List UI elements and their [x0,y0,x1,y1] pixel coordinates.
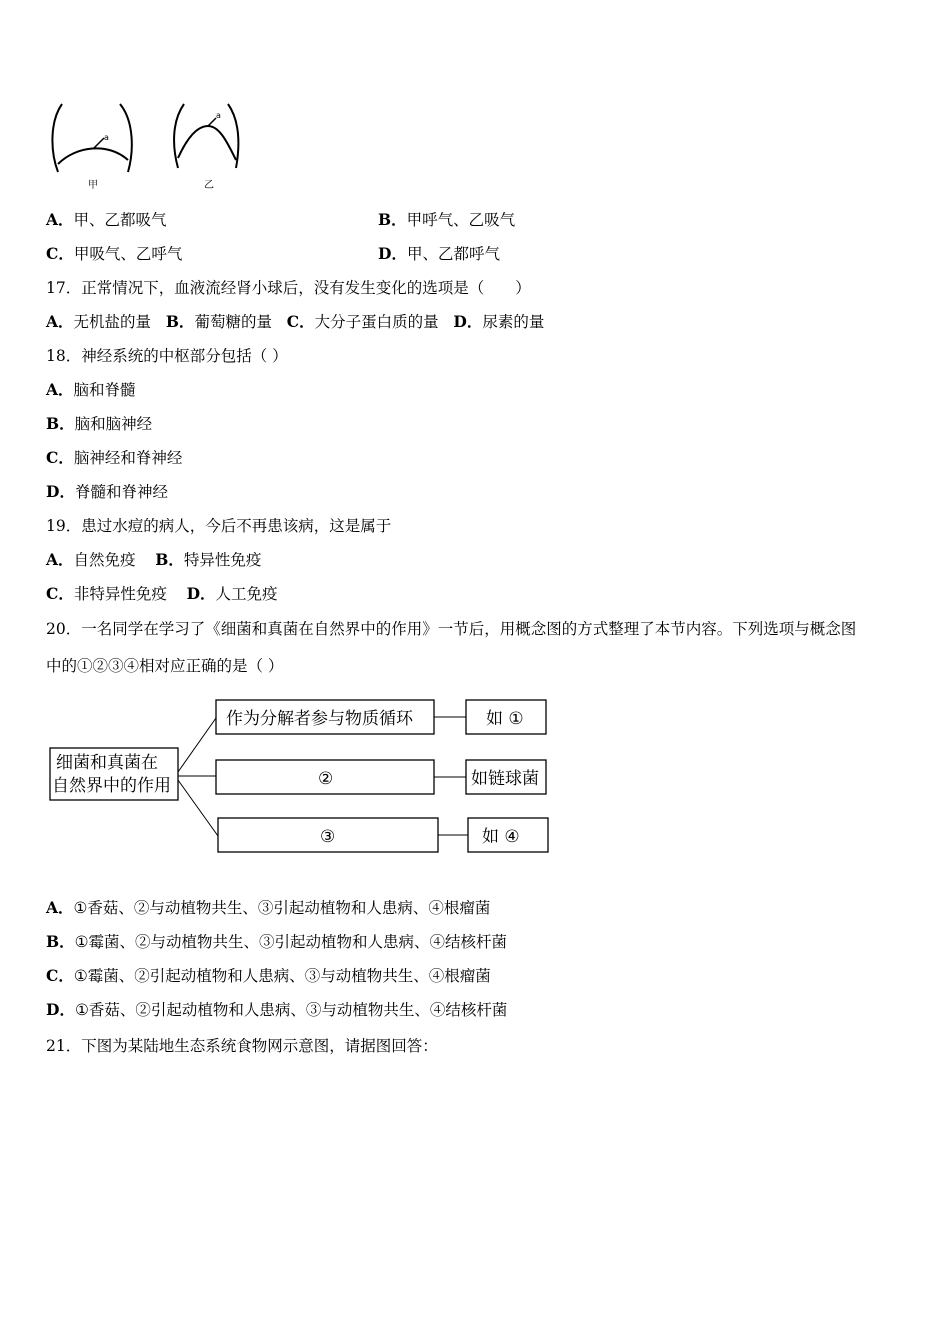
q18-option-c: C．脑神经和脊神经 [46,448,183,467]
q16-option-a: A．甲、乙都吸气 [46,210,167,229]
label-yi: 乙 [204,180,214,191]
q21-stem: 21．下图为某陆地生态系统食物网示意图，请据图回答： [46,1037,438,1055]
concept-root-line2: 自然界中的作用 [52,776,171,796]
figure-yi [174,104,238,191]
q16-option-d: D．甲、乙都呼气 [378,244,500,263]
concept-map [46,692,566,862]
q16-option-c: C．甲吸气、乙呼气 [46,244,183,263]
q19-stem: 19．患过水痘的病人，今后不再患该病，这是属于 [46,517,392,535]
q17-options: A．无机盐的量 B．葡萄糖的量 C．大分子蛋白质的量 D．尿素的量 [46,312,545,331]
thorax-diaphragm-figure [48,96,248,196]
q20-option-d: D．①香菇、②引起动植物和人患病、③与动植物共生、④结核杆菌 [46,1000,508,1019]
q18-option-a: A．脑和脊髓 [46,380,136,399]
q20-option-a: A．①香菇、②与动植物共生、③引起动植物和人患病、④根瘤菌 [46,898,491,917]
concept-branch3-example: 如 ④ [482,827,520,847]
concept-branch3-text: ③ [320,827,336,847]
q18-option-b: B．脑和脑神经 [46,414,153,433]
label-a-yi: a [216,111,221,120]
q20-stem-line2: 中的①②③④相对应正确的是（ ） [46,657,284,675]
q17-stem: 17．正常情况下，血液流经肾小球后，没有发生变化的选项是（ ） [46,279,531,297]
concept-branch1-example: 如 ① [486,709,524,729]
q19-options-ab: A．自然免疫 B．特异性免疫 [46,550,262,569]
q16-option-b: B．甲呼气、乙吸气 [378,210,516,229]
label-jia: 甲 [88,180,98,191]
q18-stem: 18．神经系统的中枢部分包括（ ） [46,347,288,365]
concept-branch2-text: ② [318,769,334,789]
q20-stem-line1: 20．一名同学在学习了《细菌和真菌在自然界中的作用》一节后，用概念图的方式整理了本节内容。下列选项与概念图 [46,620,857,638]
figure-jia [52,104,131,191]
label-a-jia: a [104,133,109,142]
q18-option-d: D．脊髓和脊神经 [46,482,168,501]
q20-option-b: B．①霉菌、②与动植物共生、③引起动植物和人患病、④结核杆菌 [46,932,508,951]
q20-option-c: C．①霉菌、②引起动植物和人患病、③与动植物共生、④根瘤菌 [46,966,491,985]
concept-branch2-example: 如链球菌 [471,769,539,789]
concept-branch1-text: 作为分解者参与物质循环 [226,709,413,729]
concept-root-line1: 细菌和真菌在 [56,753,158,773]
q19-options-cd: C．非特异性免疫 D．人工免疫 [46,584,278,603]
